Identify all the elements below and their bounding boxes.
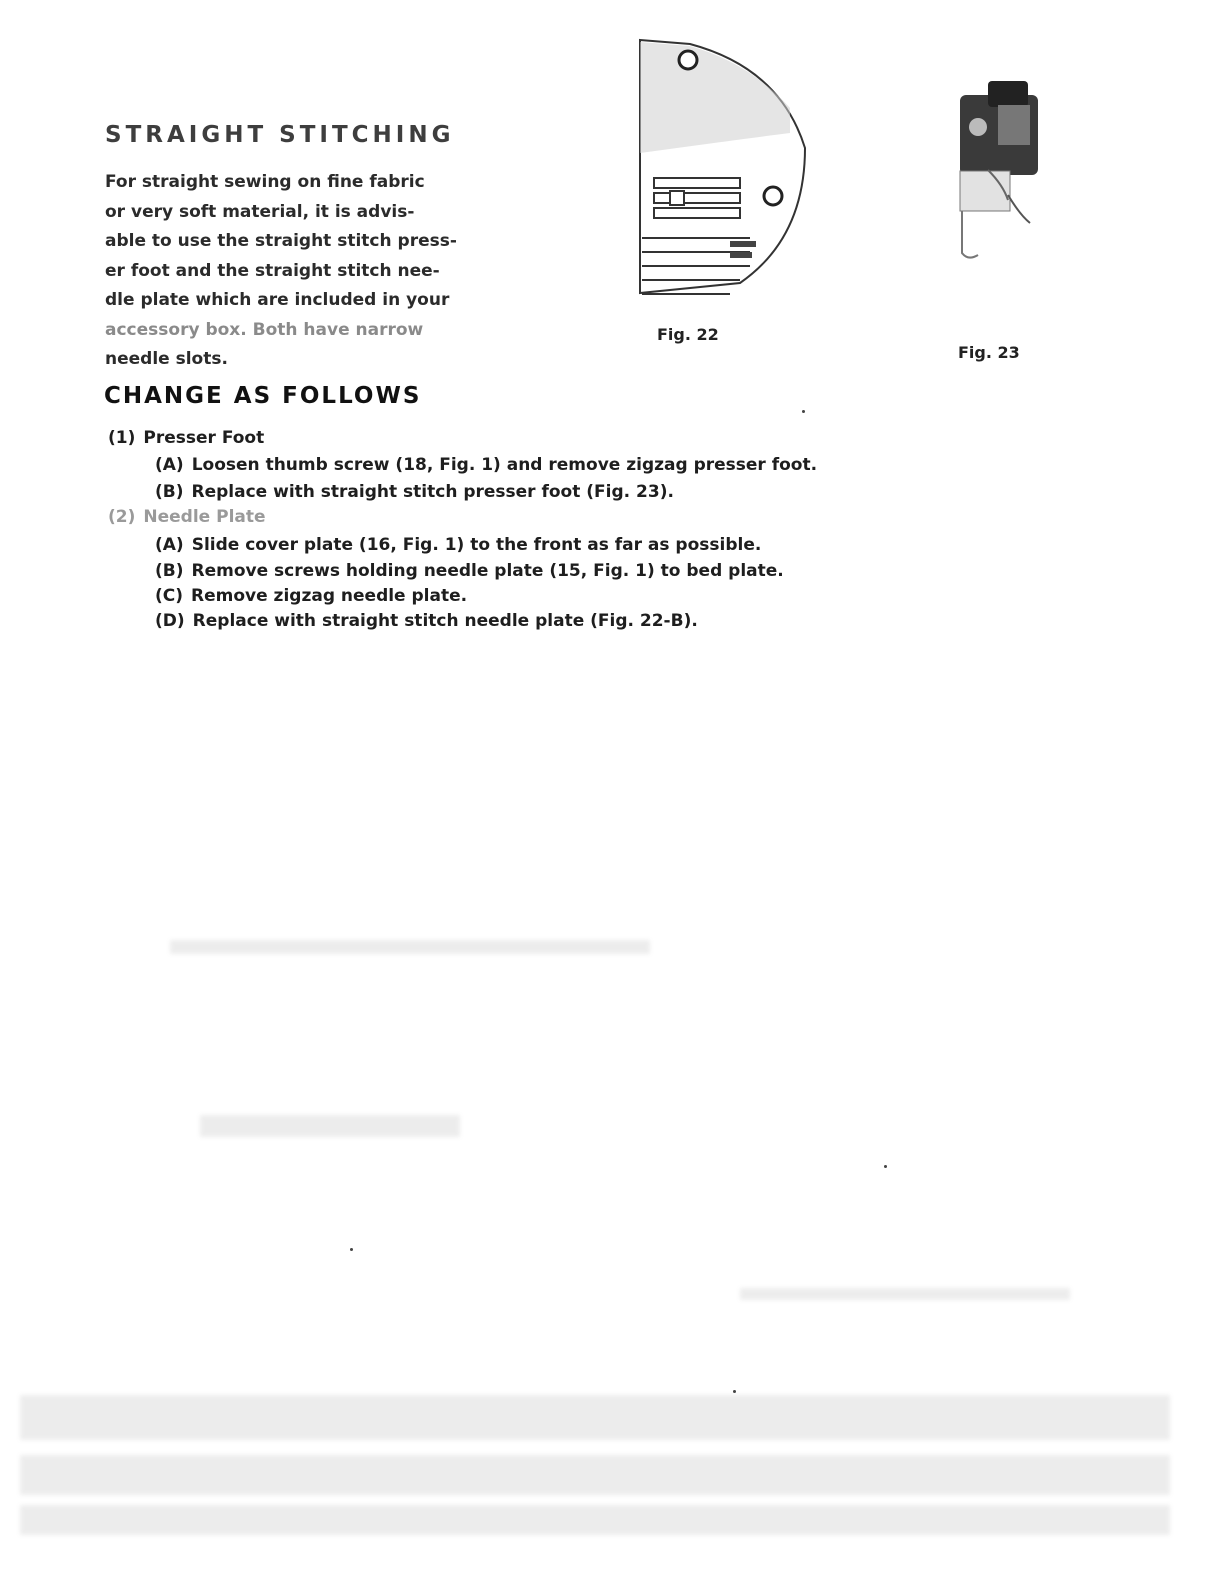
step-text: Replace with straight stitch needle plate (Fig. 22-B).: [192, 611, 698, 631]
intro-line: er foot and the straight stitch nee-: [105, 260, 440, 281]
step-presser-foot: [108, 428, 264, 448]
step-remove-zigzag-plate: [155, 586, 467, 606]
scan-smudge: [170, 940, 650, 954]
intro-line: dle plate which are included in your: [105, 290, 450, 310]
step-label: (C): [155, 586, 184, 606]
intro-line: accessory box. Both have narrow: [105, 319, 424, 340]
step-replace-presser-foot: [155, 482, 674, 502]
intro-line: For straight sewing on fine fabric: [105, 172, 425, 192]
fig-23-caption: Fig. 23: [958, 343, 1020, 362]
scan-smudge: [200, 1115, 460, 1137]
step-needle-plate: [108, 507, 266, 527]
step-text: Remove zigzag needle plate.: [191, 586, 468, 606]
intro-line: able to use the straight stitch press-: [105, 231, 457, 251]
step-slide-cover-plate: [155, 535, 761, 555]
step-text: Presser Foot: [143, 428, 265, 448]
step-label: (D): [155, 611, 185, 631]
scan-speck: [733, 1390, 736, 1393]
step-text: Needle Plate: [143, 507, 266, 527]
scan-smudge: [20, 1395, 1170, 1440]
step-remove-screws: [155, 561, 784, 581]
step-text: Slide cover plate (16, Fig. 1) to the front as far as possible.: [191, 535, 762, 555]
presser-foot-illustration: [948, 75, 1048, 265]
step-text: Replace with straight stitch presser foot (Fig. 23).: [191, 482, 674, 502]
scan-speck: [884, 1165, 887, 1168]
needle-plate-illustration: [630, 38, 820, 300]
step-text: Loosen thumb screw (18, Fig. 1) and remove zigzag presser foot.: [191, 455, 818, 475]
step-label: (B): [155, 482, 184, 502]
scan-smudge: [740, 1288, 1070, 1300]
intro-paragraph: [105, 168, 485, 375]
step-label: (A): [155, 455, 184, 475]
step-replace-needle-plate: [155, 611, 698, 631]
scan-smudge: [20, 1455, 1170, 1495]
step-label: (B): [155, 561, 184, 581]
intro-line: or very soft material, it is advis-: [105, 201, 415, 222]
step-loosen-thumb-screw: [155, 455, 817, 475]
scan-speck: [350, 1248, 353, 1251]
step-label: (A): [155, 535, 184, 555]
step-label: (1): [108, 428, 136, 448]
change-heading: CHANGE AS FOLLOWS: [104, 383, 422, 409]
fig-22-caption: Fig. 22: [657, 325, 719, 344]
step-text: Remove screws holding needle plate (15, Fig. 1) to bed plate.: [191, 561, 784, 581]
intro-line: needle slots.: [105, 349, 228, 369]
section-title: STRAIGHT STITCHING: [105, 122, 455, 148]
step-label: (2): [108, 507, 136, 527]
scan-smudge: [20, 1505, 1170, 1535]
scan-speck: [802, 410, 805, 413]
